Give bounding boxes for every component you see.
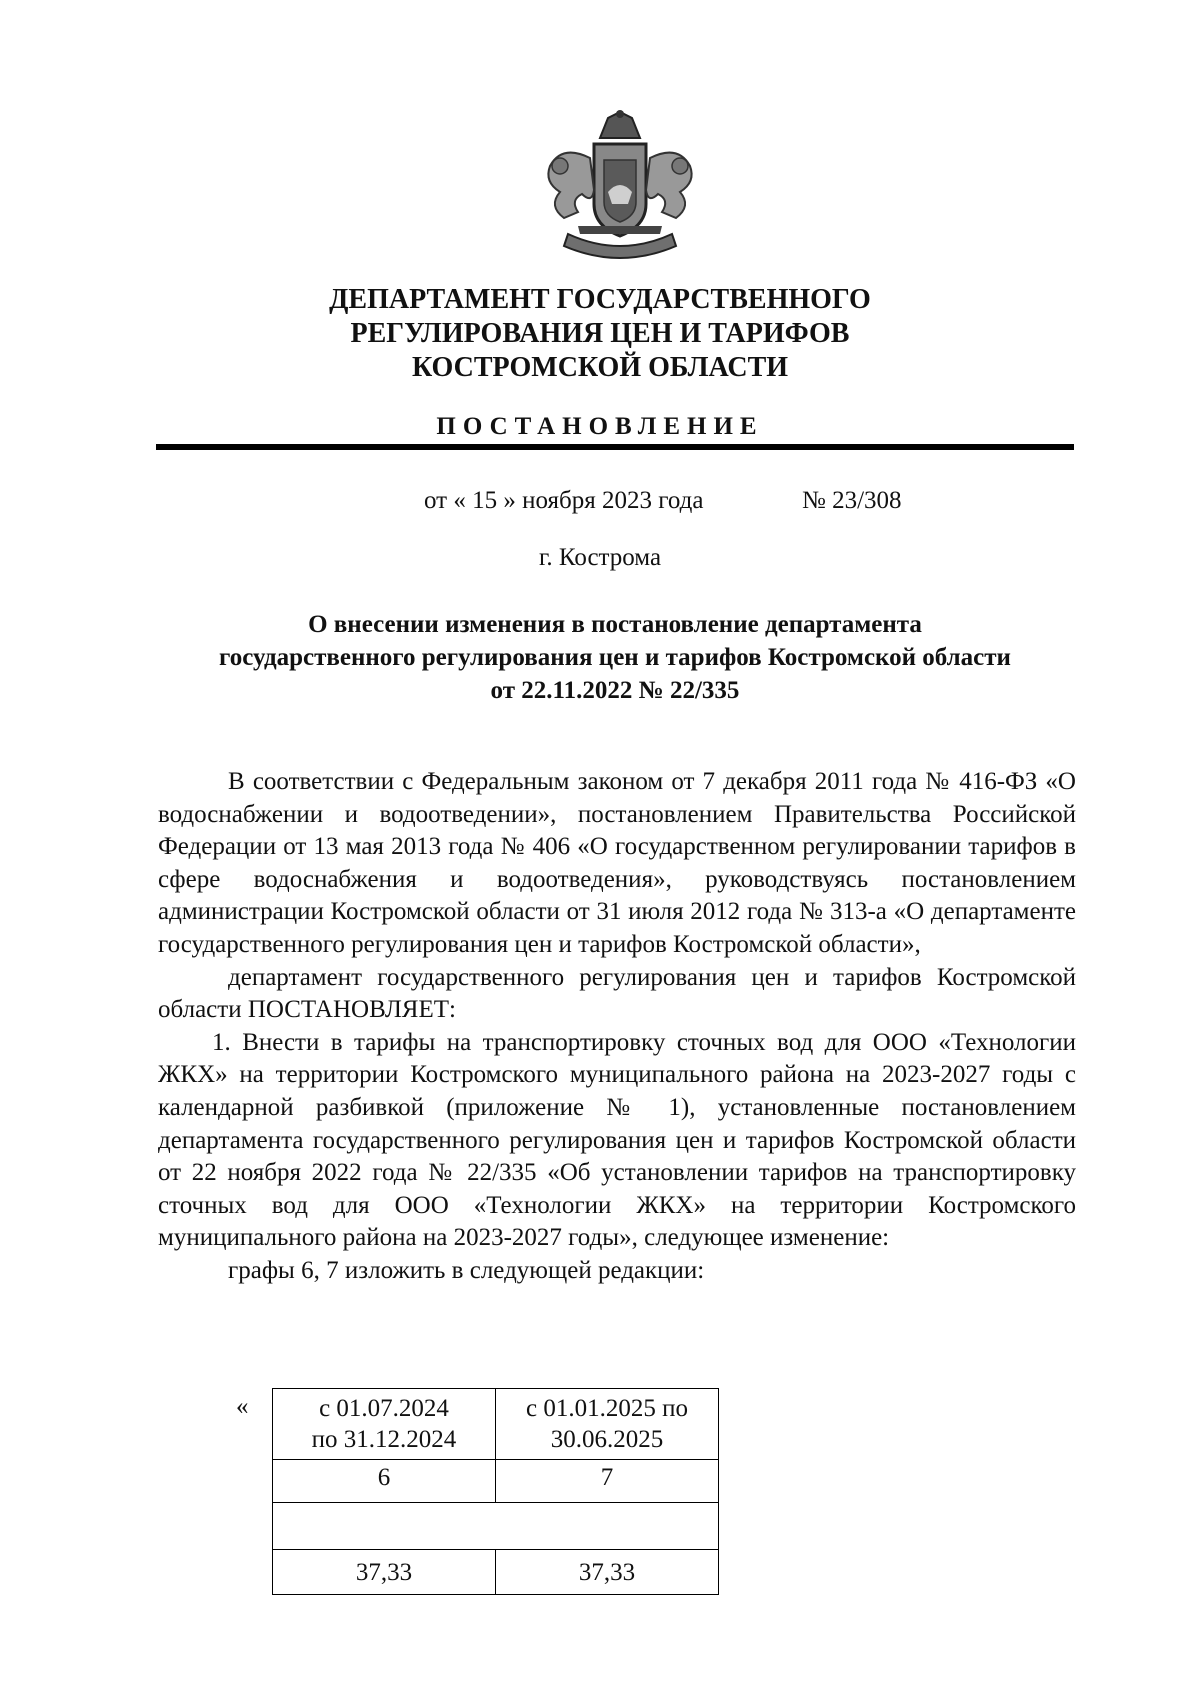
table-value-cell: 37,33	[273, 1550, 496, 1595]
kostroma-coat-of-arms-icon	[538, 108, 702, 264]
document-date-line	[424, 487, 902, 515]
table-index-cell: 6	[273, 1460, 496, 1503]
document-body	[158, 766, 1076, 1288]
document-subject	[150, 608, 1080, 707]
header-divider	[156, 444, 1074, 450]
header-line: по 31.12.2024	[311, 1426, 457, 1453]
table-header-row	[273, 1389, 719, 1460]
department-header	[0, 283, 1200, 385]
table-header-cell	[273, 1389, 496, 1460]
table-empty-row	[273, 1503, 719, 1550]
department-line: РЕГУЛИРОВАНИЯ ЦЕН И ТАРИФОВ	[350, 318, 850, 349]
subject-line: О внесении изменения в постановление департамента	[308, 611, 922, 638]
department-line: КОСТРОМСКОЙ ОБЛАСТИ	[411, 352, 789, 383]
body-paragraph-preamble: В соответствии с Федеральным законом от 7 декабря 2011 года № 416-ФЗ «О водоснабжении и водоотведении», постановлением Правительства Российской Федерации от 13 мая 2013 года № 406 «О государственном регулировании тарифов в сфере водоснабжения и водоотведения», руководствуясь постановлением администрации Костромской области от 31 июля 2012 года № 313-а «О департаменте государственного регулирования цен и тарифов Костромской области»,	[158, 768, 1076, 958]
body-paragraph-resolves: департамент государственного регулирования цен и тарифов Костромской области ПОСТАНОВЛЯЕТ:	[158, 963, 1076, 1024]
document-date: от « 15 » ноября 2023 года	[424, 487, 704, 514]
table-index-row	[273, 1460, 719, 1503]
table-header-cell	[496, 1389, 719, 1460]
header-line: с 01.01.2025 по	[526, 1395, 688, 1422]
tariff-table	[272, 1388, 719, 1595]
body-paragraph-item-1: 1. Внести в тарифы на транспортировку сточных вод для ООО «Технологии ЖКХ» на территории Костромского муниципального района на 2023-2027 годы с календарной разбивкой (приложение № 1), установленные постановлением департамента государственного регулирования цен и тарифов Костромской области от 22 ноября 2022 года № 22/335 «Об установлении тарифов на транспортировку сточных вод для ООО «Технологии ЖКХ» на территории Костромского муниципального района на 2023-2027 годы», следующее изменение:	[158, 1028, 1076, 1252]
header-line: с 01.07.2024	[319, 1395, 449, 1422]
table-index-cell: 7	[496, 1460, 719, 1503]
subject-line: от 22.11.2022 № 22/335	[490, 677, 740, 704]
subject-line: государственного регулирования цен и тарифов Костромской области	[219, 644, 1011, 671]
table-open-quote: «	[236, 1393, 249, 1420]
table-value-cell: 37,33	[496, 1550, 719, 1595]
document-type-title: ПОСТАНОВЛЕНИЕ	[436, 413, 764, 440]
table-value-row	[273, 1550, 719, 1595]
coat-of-arms-emblem	[538, 108, 702, 264]
body-paragraph-columns: графы 6, 7 изложить в следующей редакции:	[228, 1256, 705, 1284]
table-empty-cell	[273, 1503, 719, 1550]
document-city: г. Кострома	[538, 544, 662, 571]
header-line: 30.06.2025	[550, 1426, 664, 1453]
document-number: № 23/308	[802, 487, 902, 514]
department-line: ДЕПАРТАМЕНТ ГОСУДАРСТВЕННОГО	[329, 284, 871, 315]
